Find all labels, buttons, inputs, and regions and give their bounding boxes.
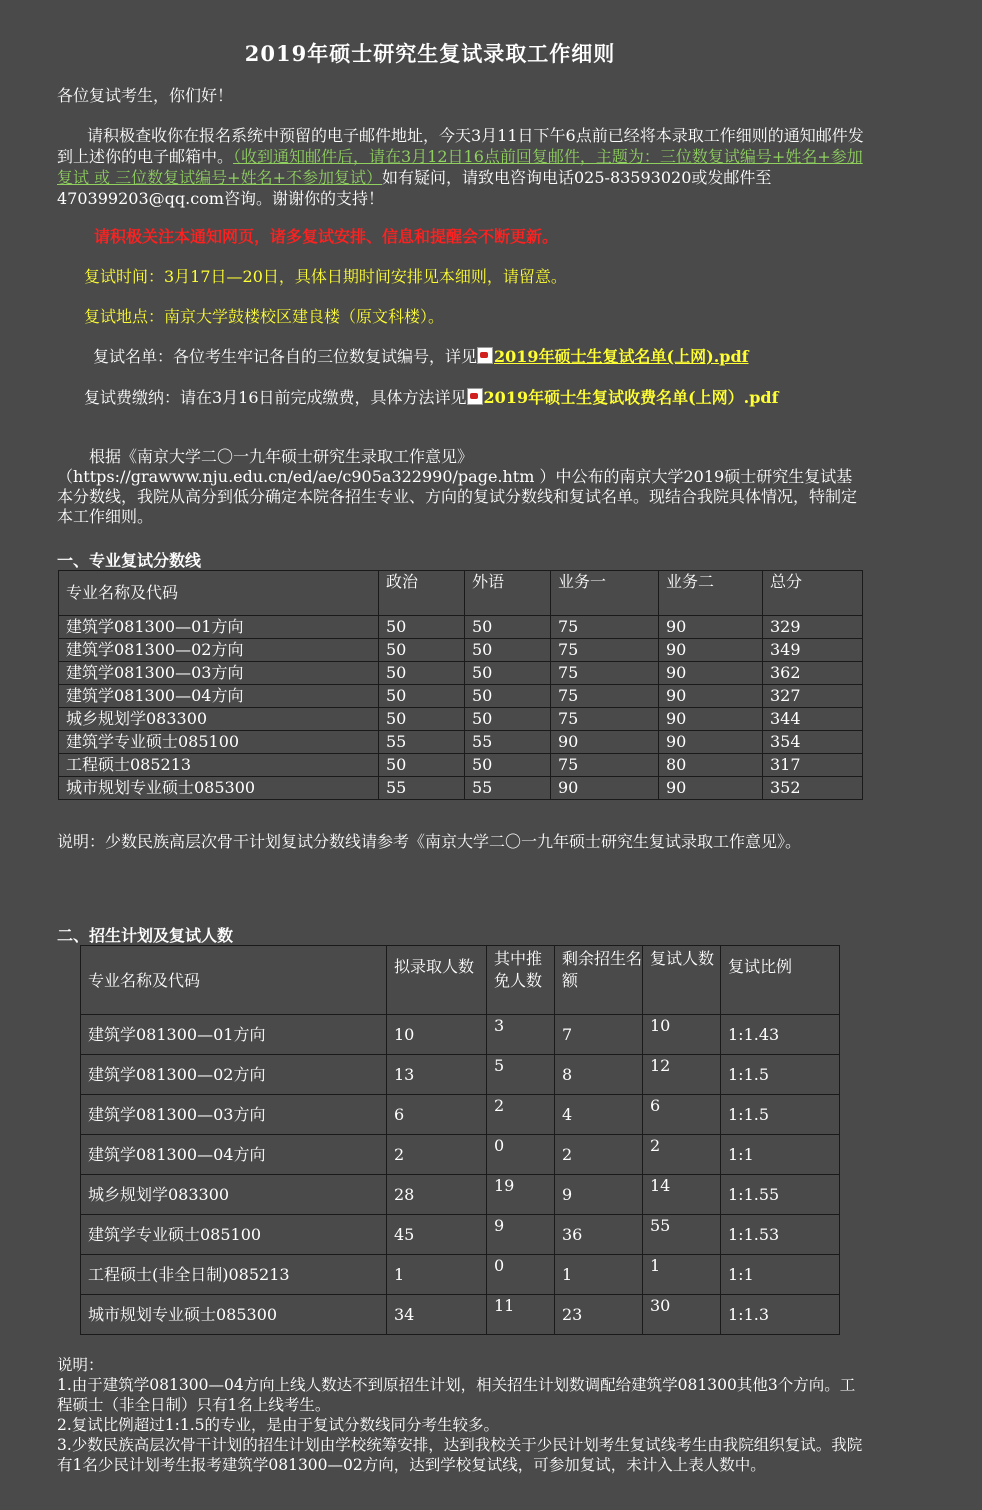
table-cell: 城乡规划学083300 (81, 1175, 387, 1215)
table-cell: 10 (387, 1015, 487, 1055)
header-cell: 拟录取人数 (387, 946, 487, 1015)
table-row (81, 1255, 840, 1295)
table-cell: 建筑学081300—01方向 (81, 1015, 387, 1055)
table-cell: 50 (379, 639, 465, 662)
table-row (59, 662, 863, 685)
pdf-icon (477, 347, 493, 364)
table-cell: 90 (659, 662, 763, 685)
table-cell: 50 (379, 662, 465, 685)
table-cell: 3 (487, 1015, 555, 1055)
table-row (81, 1095, 840, 1135)
table-row (81, 1055, 840, 1095)
table-cell: 11 (487, 1295, 555, 1335)
table-cell: 344 (763, 708, 863, 731)
table-row (59, 754, 863, 777)
table-cell: 工程硕士085213 (59, 754, 379, 777)
table-cell: 19 (487, 1175, 555, 1215)
table-cell: 工程硕士(非全日制)085213 (81, 1255, 387, 1295)
table-row (81, 1135, 840, 1175)
header-cell: 专业名称及代码 (81, 946, 387, 1015)
enrollment-plan-table (80, 945, 840, 1335)
table-cell: 55 (465, 731, 551, 754)
table-cell: 城乡规划学083300 (59, 708, 379, 731)
table-cell: 75 (551, 685, 659, 708)
table-cell: 352 (763, 777, 863, 800)
table-cell: 90 (659, 685, 763, 708)
table-cell: 2 (387, 1135, 487, 1175)
table-cell: 55 (379, 777, 465, 800)
table-cell: 90 (551, 731, 659, 754)
table-cell: 30 (643, 1295, 721, 1335)
table-cell: 34 (387, 1295, 487, 1335)
basis-paragraph: 根据《南京大学二〇一九年硕士研究生录取工作意见》（https://grawww.nju.edu.cn/ed/ae/c905a322990/page.htm ）中公布的南京大学2019硕士研究生复试基本分数线，我院从高分到低分确定本院各招生专业、方向的复试分数线和复试名单。现结合我院具体情况，特制定本工作细则。 (57, 447, 858, 526)
table-cell: 7 (555, 1015, 643, 1055)
table-cell: 50 (379, 754, 465, 777)
table-cell: 75 (551, 616, 659, 639)
note-item: 1.由于建筑学081300—04方向上线人数达不到原招生计划，相关招生计划数调配给建筑学081300其他3个方向。工程硕士（非全日制）只有1名上线考生。 (57, 1376, 856, 1414)
table-cell: 329 (763, 616, 863, 639)
table-cell: 2 (555, 1135, 643, 1175)
header-cell: 剩余招生名额 (555, 946, 643, 1015)
table-cell: 75 (551, 708, 659, 731)
greeting: 各位复试考生，你们好！ (57, 86, 234, 105)
exam-list-line (93, 346, 901, 367)
table-cell: 50 (465, 685, 551, 708)
table-cell: 75 (551, 662, 659, 685)
reply-instruction: （收到通知邮件后，请在3月12日16点前回复邮件，主题为：三位数复试编号+姓名+参加复试 或 三位数复试编号+姓名+不参加复试） (57, 147, 863, 187)
header-cell: 总分 (763, 571, 863, 616)
intro-text: 请积极查收你在报名系统中预留的电子邮件地址，今天3月11日下午6点前已经将本录取工作细则的通知邮件发到上述你的电子邮箱中。 (57, 126, 864, 166)
exam-fee-text: 复试费缴纳：请在3月16日前完成缴费，具体方法详见 (84, 388, 467, 407)
note-item: 3.少数民族高层次骨干计划的招生计划由学校统筹安排，达到我校关于少民计划考生复试线考生由我院组织复试。我院有1名少民计划考生报考建筑学081300—02方向，达到学校复试线，可参加复试，未计入上表人数中。 (57, 1436, 863, 1474)
table-cell: 362 (763, 662, 863, 685)
table-cell: 城市规划专业硕士085300 (81, 1295, 387, 1335)
table-cell: 349 (763, 639, 863, 662)
table-cell: 建筑学081300—01方向 (59, 616, 379, 639)
page-title: 2019年硕士研究生复试录取工作细则 (244, 41, 616, 66)
header-cell: 业务一 (551, 571, 659, 616)
table-cell: 城市规划专业硕士085300 (59, 777, 379, 800)
intro-paragraph (57, 125, 865, 209)
notes-title: 说明： (57, 1356, 104, 1374)
section1-note: 说明：少数民族高层次骨干计划复试分数线请参考《南京大学二〇一九年硕士研究生复试录取工作意见》。 (57, 832, 802, 851)
header-cell: 复试人数 (643, 946, 721, 1015)
table-cell: 55 (643, 1215, 721, 1255)
table-cell: 建筑学专业硕士085100 (59, 731, 379, 754)
table-cell: 90 (551, 777, 659, 800)
table-cell: 12 (643, 1055, 721, 1095)
table-cell: 建筑学081300—02方向 (81, 1055, 387, 1095)
exam-list-text: 复试名单：各位考生牢记各自的三位数复试编号，详见 (93, 347, 478, 366)
table-row (59, 777, 863, 800)
table-cell: 90 (659, 731, 763, 754)
table-cell: 建筑学081300—02方向 (59, 639, 379, 662)
table-cell: 36 (555, 1215, 643, 1255)
table-cell: 6 (387, 1095, 487, 1135)
table-cell: 1:1 (721, 1255, 840, 1295)
table-cell: 4 (555, 1095, 643, 1135)
table-cell: 5 (487, 1055, 555, 1095)
table-cell: 90 (659, 616, 763, 639)
table-header-row (81, 946, 840, 1015)
table-cell: 75 (551, 754, 659, 777)
table-cell: 9 (487, 1215, 555, 1255)
table-cell: 1:1.53 (721, 1215, 840, 1255)
table-cell: 28 (387, 1175, 487, 1215)
exam-fee-pdf-link[interactable]: 2019年硕士生复试收费名单(上网）.pdf (483, 388, 779, 407)
table-cell: 1 (643, 1255, 721, 1295)
header-cell: 业务二 (659, 571, 763, 616)
table-cell: 50 (379, 616, 465, 639)
table-cell: 55 (379, 731, 465, 754)
table-cell: 13 (387, 1055, 487, 1095)
header-cell: 复试比例 (721, 946, 840, 1015)
table-cell: 8 (555, 1055, 643, 1095)
score-line-table (58, 570, 863, 800)
table-cell: 1 (555, 1255, 643, 1295)
table-cell: 50 (379, 708, 465, 731)
exam-place: 复试地点：南京大学鼓楼校区建良楼（原文科楼）。 (84, 307, 445, 326)
table-cell: 327 (763, 685, 863, 708)
table-cell: 10 (643, 1015, 721, 1055)
table-cell: 354 (763, 731, 863, 754)
table-cell: 建筑学081300—03方向 (81, 1095, 387, 1135)
exam-list-pdf-link[interactable]: 2019年硕士生复试名单(上网).pdf (494, 347, 749, 366)
table-cell: 1:1.5 (721, 1095, 840, 1135)
table-header-row (59, 571, 863, 616)
table-cell: 80 (659, 754, 763, 777)
table-row (59, 639, 863, 662)
table-cell: 55 (465, 777, 551, 800)
table-row (81, 1175, 840, 1215)
section1-heading: 一、专业复试分数线 (57, 551, 202, 570)
table-cell: 9 (555, 1175, 643, 1215)
table-cell: 90 (659, 777, 763, 800)
table-cell: 1:1.5 (721, 1055, 840, 1095)
table-row (59, 685, 863, 708)
table-cell: 建筑学081300—04方向 (59, 685, 379, 708)
header-cell: 外语 (465, 571, 551, 616)
table-cell: 0 (487, 1135, 555, 1175)
table-cell: 0 (487, 1255, 555, 1295)
table-cell: 90 (659, 708, 763, 731)
table-cell: 50 (465, 662, 551, 685)
table-cell: 1:1 (721, 1135, 840, 1175)
table-cell: 建筑学081300—03方向 (59, 662, 379, 685)
exam-time: 复试时间：3月17日—20日，具体日期时间安排见本细则，请留意。 (84, 267, 567, 286)
table-row (59, 731, 863, 754)
table-cell: 50 (465, 708, 551, 731)
pdf-icon (467, 388, 483, 405)
table-cell: 1:1.55 (721, 1175, 840, 1215)
table-cell: 建筑学专业硕士085100 (81, 1215, 387, 1255)
table-cell: 建筑学081300—04方向 (81, 1135, 387, 1175)
contact-text: 如有疑问，请致电咨询电话025-83593020或发邮件至470399203@qq.com咨询。谢谢你的支持！ (57, 168, 772, 208)
table-cell: 23 (555, 1295, 643, 1335)
table-cell: 6 (643, 1095, 721, 1135)
table-cell: 1:1.3 (721, 1295, 840, 1335)
table-cell: 2 (487, 1095, 555, 1135)
header-cell: 专业名称及代码 (59, 571, 379, 616)
table-cell: 1 (387, 1255, 487, 1295)
table-cell: 50 (465, 616, 551, 639)
table-row (59, 708, 863, 731)
table-cell: 2 (643, 1135, 721, 1175)
header-cell: 政治 (379, 571, 465, 616)
section2-notes (57, 1355, 865, 1475)
table-cell: 317 (763, 754, 863, 777)
table-cell: 45 (387, 1215, 487, 1255)
exam-fee-line (84, 387, 892, 408)
update-notice: 请积极关注本通知网页，诸多复试安排、信息和提醒会不断更新。 (94, 227, 559, 246)
note-item: 2.复试比例超过1:1.5的专业，是由于复试分数线同分考生较多。 (57, 1416, 500, 1434)
table-cell: 50 (465, 754, 551, 777)
table-row (81, 1015, 840, 1055)
table-cell: 14 (643, 1175, 721, 1215)
table-cell: 1:1.43 (721, 1015, 840, 1055)
table-row (81, 1295, 840, 1335)
table-row (81, 1215, 840, 1255)
table-cell: 50 (465, 639, 551, 662)
table-cell: 90 (659, 639, 763, 662)
section2-heading: 二、招生计划及复试人数 (57, 926, 234, 945)
table-cell: 75 (551, 639, 659, 662)
header-cell: 其中推免人数 (487, 946, 555, 1015)
table-row (59, 616, 863, 639)
table-cell: 50 (379, 685, 465, 708)
